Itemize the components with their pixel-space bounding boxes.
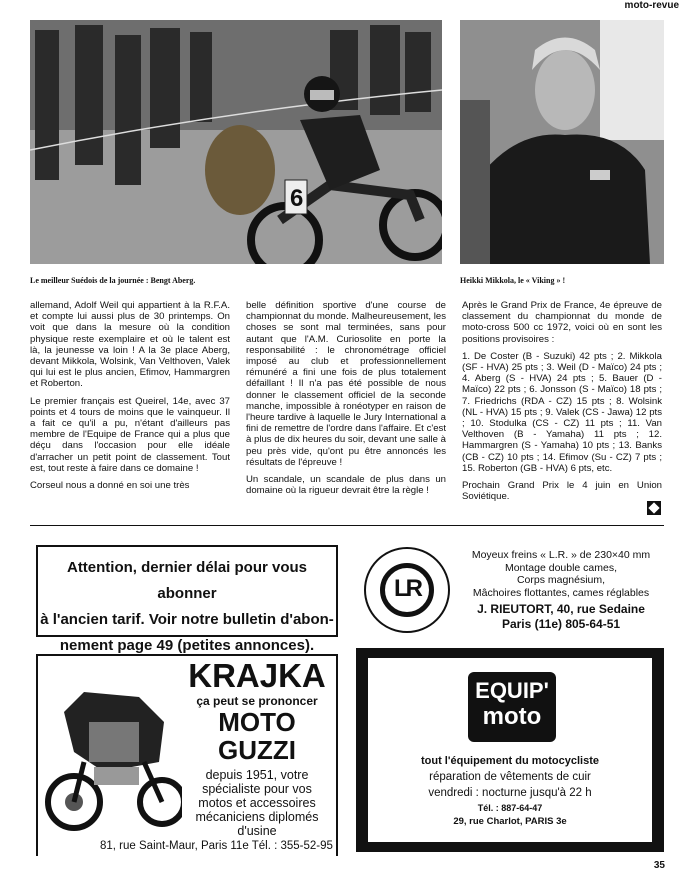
moto-logo-text: moto <box>482 703 542 730</box>
krajka-desc: d'usine <box>237 824 277 838</box>
rieutort-line: Mâchoires flottantes, cames réglables <box>472 586 650 599</box>
krajka-desc: motos et accessoires <box>198 796 316 810</box>
equip-line: vendredi : nocturne jusqu'à 22 h <box>428 787 592 799</box>
equip-moto-logo <box>468 672 556 742</box>
article-paragraph: Un scandale, un scandale de plus dans un domaine où la rigueur devrait être la règle ! <box>246 474 446 497</box>
lr-logo-text: LR <box>394 575 420 602</box>
article-paragraph: Le premier français est Queirel, 14e, avec 37 points et 4 tours de moins que le vainqueur. Il a fait ce qu'il a pu, n'étant d'ailleurs pas membre de l'Equipe de France qui a plus que déçu dans l'occasion pour elle idéale d'arracher un petit point de classement. Tout est, tout reste à faire dans ce domaine ! <box>30 395 230 474</box>
equip-line: tout l'équipement du motocycliste <box>420 755 600 767</box>
rieutort-ad <box>358 545 664 637</box>
rieutort-phone: Paris (11e) 805-64-51 <box>501 616 621 631</box>
article-paragraph: Prochain Grand Prix le 4 juin en Union Soviétique. <box>462 480 662 503</box>
article-column-2 <box>246 300 446 502</box>
equip-address: 29, rue Charlot, PARIS 3e <box>453 816 567 827</box>
krajka-address: 81, rue Saint-Maur, Paris 11e Tél. : 355-52-95 <box>100 840 333 852</box>
rieutort-line: Montage double cames, <box>504 561 618 574</box>
article-paragraph: belle définition sportive d'une course de championnat du monde. Malheureusement, les choses se sont mal terminées, sans pour autant que l'A.M. Curiosolite en porte la responsabilité : le chronométrage officiel imposé au club et professionnellement rémunéré a fini une fois de plus totalement défaillant ! Il n'a pas été possible de nous donner le classement officiel de la seconde manche, impossible à ronéotyper en raison de l'heure tardive à laquelle le Jury International a fini de remettre de l'ordre dans l'affaire. Et c'est à plus de dix heures du soir, devant une salle à peu près vide, qu'ont pu être annoncés les résultats de l'épreuve ! <box>246 300 447 468</box>
subscription-line: Attention, dernier délai pour vous abonner <box>66 559 308 602</box>
photo-aberg-caption: Le meilleur Suédois de la journée : Bengt Aberg. <box>30 276 196 285</box>
article-column-3 <box>462 300 662 508</box>
rieutort-line: Moyeux freins « L.R. » de 230×40 mm <box>471 549 651 561</box>
article-paragraph: Après le Grand Prix de France, 4e épreuve de classement du championnat du monde de moto-cross 500 cc 1972, voici où en sont les positions provisoires : <box>462 300 662 345</box>
subscription-line: à l'ancien tarif. Voir notre bulletin d'abon- <box>40 611 334 628</box>
article-paragraph: Corseul nous a donné en soi une très <box>30 480 190 492</box>
subscription-ad <box>36 545 338 654</box>
krajka-tagline: ça peut se prononcer <box>196 694 318 708</box>
krajka-desc: depuis 1951, votre <box>205 768 309 782</box>
article-paragraph: allemand, Adolf Weil qui appartient à la R.F.A. et compte lui aussi plus de 30 printemps. On voit que dans la mesure où la condition physique reste exemplaire et où le talent est là, la jeunesse va loin ! A la 3e place Aberg, devant Mikkola, Wolsink, Van Velthoven, Valek qui lui est le plus ancien, Efimov, Hammargren et Roberton. <box>30 300 230 390</box>
photo-mikkola-caption: Heikki Mikkola, le « Viking » ! <box>460 276 566 285</box>
krajka-ad <box>36 654 338 856</box>
brand-guzzi: GUZZI <box>218 735 296 765</box>
subscription-line: nement page 49 (petites annonces). <box>59 637 315 654</box>
equip-moto-ad <box>356 648 664 852</box>
equip-line: réparation de vêtements de cuir <box>429 771 591 783</box>
motorcycle-illustration <box>44 672 182 842</box>
photo-mikkola-image <box>460 20 664 264</box>
krajka-desc: spécialiste pour vos <box>202 782 312 796</box>
page-number: 35 <box>653 860 665 871</box>
photo-aberg-image <box>30 20 442 264</box>
divider <box>30 525 664 526</box>
end-mark-icon <box>647 501 661 515</box>
publication-name: moto-revue <box>624 0 679 11</box>
rieutort-line: Corps magnésium, <box>516 574 606 586</box>
photo-aberg <box>30 20 442 264</box>
bike-number: 6 <box>290 185 304 212</box>
equip-logo-text: EQUIP' <box>475 678 549 703</box>
photo-mikkola <box>460 20 664 264</box>
rieutort-address: J. RIEUTORT, 40, rue Sedaine <box>477 602 645 616</box>
krajka-name: KRAJKA <box>188 657 326 694</box>
lr-logo-icon <box>364 547 450 633</box>
equip-phone: Tél. : 887-64-47 <box>477 803 543 813</box>
standings-list: 1. De Coster (B - Suzuki) 42 pts ; 2. Mikkola (SF - HVA) 25 pts ; 3. Weil (D - Maïco) 24 pts ; 4. Aberg (S - HVA) 24 pts ; 5. Bauer (D - Maïco) 22 pts ; 6. Jonsson (S - Maïco) 18 pts ; 7. Friedrichs (RDA - CZ) 15 pts ; 8. Wolsink (NL - HVA) 15 pts ; 9. Valek (CS - Jawa) 12 pts ; 10. Stodulka (CS - CZ) 11 pts ; 11. Van Velthoven (B - Yamaha) 11 pts ; 12. Hammargren (S - Yamaha) 10 pts ; 13. Banks (CB - CZ) 10 pts ; 14. Efimov (Su - CZ) 7 pts ; 15. Roberton (GB - HVA) 6 pts, etc. <box>462 350 662 474</box>
brand-moto: MOTO <box>218 707 296 737</box>
article-column-1 <box>30 300 230 497</box>
krajka-desc: mécaniciens diplomés <box>195 810 319 824</box>
